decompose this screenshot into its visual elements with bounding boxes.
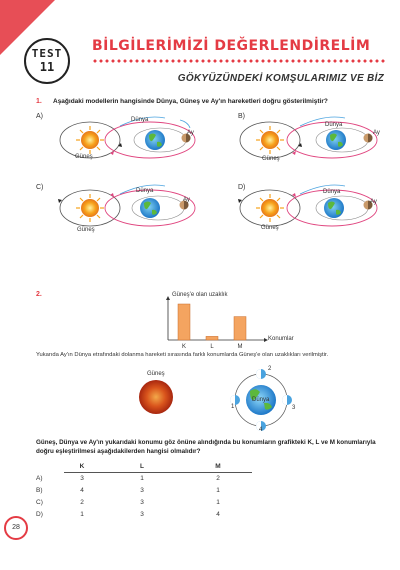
chart-xlabel: Konumlar (268, 336, 294, 342)
bar-K (178, 304, 190, 340)
y-axis-arrow (166, 296, 170, 300)
answer-header-empty (36, 461, 64, 472)
q1-option-a-label[interactable]: A) (36, 113, 43, 120)
unit-title: GÖKYÜZÜNDEKİ KOMŞULARIMIZ VE BİZ (177, 73, 384, 84)
q1-c-earth-label: Dünya (136, 188, 154, 194)
answer-header-m: M (158, 461, 252, 472)
q2-answer-table (36, 461, 252, 520)
q1-option-d-diagram (238, 185, 377, 226)
answer-row-c[interactable]: C) 2 3 1 (36, 498, 220, 506)
badge-number: 11 (39, 60, 55, 74)
answer-row-d[interactable]: D) 1 3 4 (36, 510, 220, 518)
q2-question: Güneş, Dünya ve Ay'ın yukarıdaki konumu göz önüne alındığında bu konumların grafikteki K, L ve M konumlarıyla doğru eşleştirilmesi aşağıdakilerden hangisi olmalıdır? (36, 439, 376, 455)
q1-option-c-diagram (58, 185, 195, 226)
distance-chart (160, 296, 270, 356)
q1-d-earth-label: Dünya (323, 189, 341, 195)
q1-d-moon-label: Ay (370, 199, 377, 205)
answer-table-header (36, 461, 252, 472)
bar-L (206, 336, 218, 340)
position-2-label: 2 (268, 366, 272, 372)
chart-ylabel: Güneş'e olan uzaklık (172, 292, 228, 298)
q1-text: Aşağıdaki modellerin hangisinde Dünya, Güneş ve Ay'ın hareketleri doğru gösterilmiştir? (53, 98, 328, 105)
badge-top-label: TEST (31, 47, 63, 60)
q2-earth-label: Dünya (252, 397, 270, 403)
q1-c-sun-label: Güneş (77, 227, 95, 233)
answer-header-k: K (64, 461, 100, 472)
q1-d-sun-label: Güneş (261, 225, 279, 231)
q1-b-earth-label: Dünya (325, 122, 343, 128)
page-title: BİLGİLERİMİZİ DEĞERLENDİRELİM (92, 38, 371, 54)
q1-c-moon-label: Ay (183, 197, 190, 203)
x-axis-arrow (264, 338, 268, 342)
q1-option-b-label[interactable]: B) (238, 113, 245, 120)
q1-number: 1. (36, 98, 42, 105)
q1-b-sun-label: Güneş (262, 156, 280, 162)
sun-image (139, 380, 173, 414)
tick-label-L: L (210, 344, 214, 350)
q1-option-b-diagram (240, 117, 377, 158)
q1-a-sun-label: Güneş (75, 154, 93, 160)
q1-a-earth-label: Dünya (131, 117, 149, 123)
q1-option-d-label[interactable]: D) (238, 184, 246, 191)
dotted-divider (92, 59, 387, 63)
q2-number: 2. (36, 291, 42, 298)
tick-label-K: K (181, 344, 187, 350)
q1-a-moon-label: Ay (187, 130, 194, 136)
q1-b-moon-label: Ay (373, 130, 380, 136)
page-number: 28 (4, 516, 28, 540)
q2-intro: Yukarıda Ay'ın Dünya etrafındaki dolanma hareketi sırasında farklı konumlarda Güneş'e olan uzaklıkları verilmiştir. (36, 352, 329, 358)
q2-sun-label: Güneş (147, 371, 165, 377)
answer-header-l: L (100, 461, 158, 472)
q1-option-a-diagram (60, 117, 195, 158)
answer-row-a[interactable]: A) 3 1 2 (36, 474, 220, 482)
tick-label-M: M (237, 344, 243, 350)
test-badge (24, 38, 70, 84)
q1-option-c-label[interactable]: C) (36, 184, 44, 191)
position-3-label: 3 (292, 405, 296, 411)
position-1-label: 1 (231, 404, 235, 410)
position-4-label: 4 (259, 427, 263, 433)
bar-M (234, 317, 246, 340)
answer-row-b[interactable]: B) 4 3 1 (36, 486, 220, 494)
